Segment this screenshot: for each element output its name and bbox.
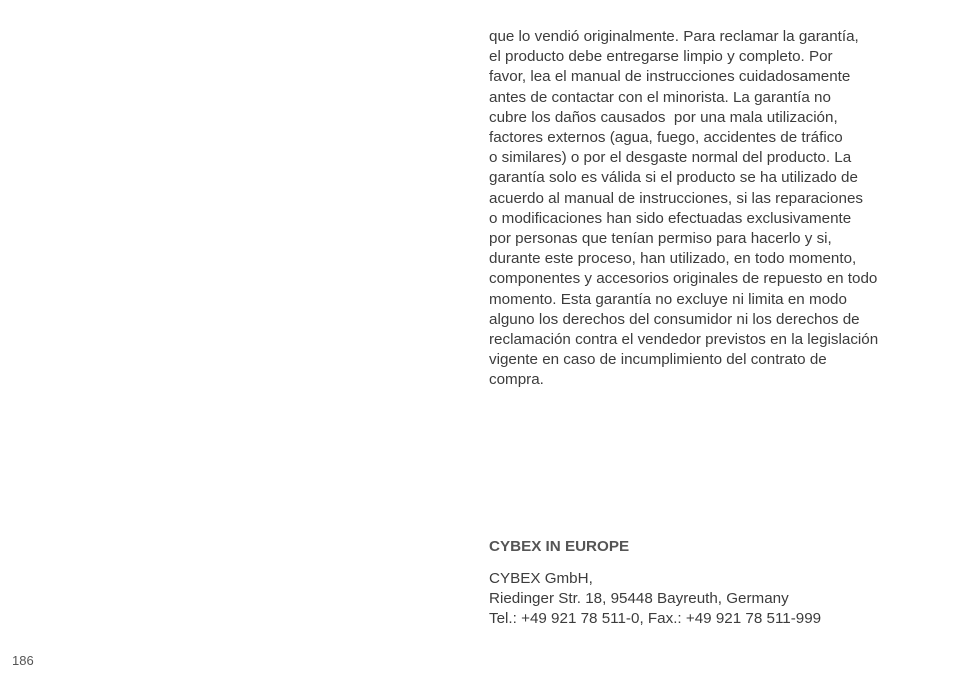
warranty-line: cubre los daños causados por una mala utilización, bbox=[489, 108, 838, 126]
page-number: 186 bbox=[12, 653, 34, 668]
warranty-line: el producto debe entregarse limpio y completo. Por bbox=[489, 48, 833, 66]
warranty-line: o modificaciones han sido efectuadas exclusivamente bbox=[489, 209, 852, 227]
warranty-line: acuerdo al manual de instrucciones, si las reparaciones bbox=[489, 189, 863, 207]
company-name: CYBEX GmbH, bbox=[489, 570, 593, 587]
warranty-line: reclamación contra el vendedor previstos en la legislación bbox=[489, 331, 879, 349]
warranty-line: favor, lea el manual de instrucciones cuidadosamente bbox=[489, 68, 851, 86]
warranty-line: garantía solo es válida si el producto se ha utilizado de bbox=[489, 169, 858, 187]
warranty-line: que lo vendió originalmente. Para reclamar la garantía, bbox=[489, 28, 859, 45]
warranty-line: componentes y accesorios originales de repuesto en todo bbox=[489, 270, 878, 288]
warranty-text bbox=[489, 27, 929, 391]
warranty-line: antes de contactar con el minorista. La garantía no bbox=[489, 88, 831, 106]
company-phone-fax: Tel.: +49 921 78 511-0, Fax.: +49 921 78 511-999 bbox=[489, 610, 822, 628]
company-address: Riedinger Str. 18, 95448 Bayreuth, Germany bbox=[489, 590, 789, 608]
warranty-line: durante este proceso, han utilizado, en todo momento, bbox=[489, 250, 857, 268]
warranty-line: o similares) o por el desgaste normal del producto. La bbox=[489, 149, 852, 167]
warranty-line: alguno los derechos del consumidor ni los derechos de bbox=[489, 310, 860, 328]
warranty-line: vigente en caso de incumplimiento del contrato de bbox=[489, 351, 827, 369]
warranty-line: momento. Esta garantía no excluye ni limita en modo bbox=[489, 290, 847, 308]
contact-heading: CYBEX IN EUROPE bbox=[489, 538, 630, 555]
warranty-line: factores externos (agua, fuego, accidentes de tráfico bbox=[489, 129, 843, 147]
contact-block bbox=[489, 569, 929, 630]
warranty-line: por personas que tenían permiso para hacerlo y si, bbox=[489, 230, 832, 248]
warranty-line: compra. bbox=[489, 371, 544, 389]
